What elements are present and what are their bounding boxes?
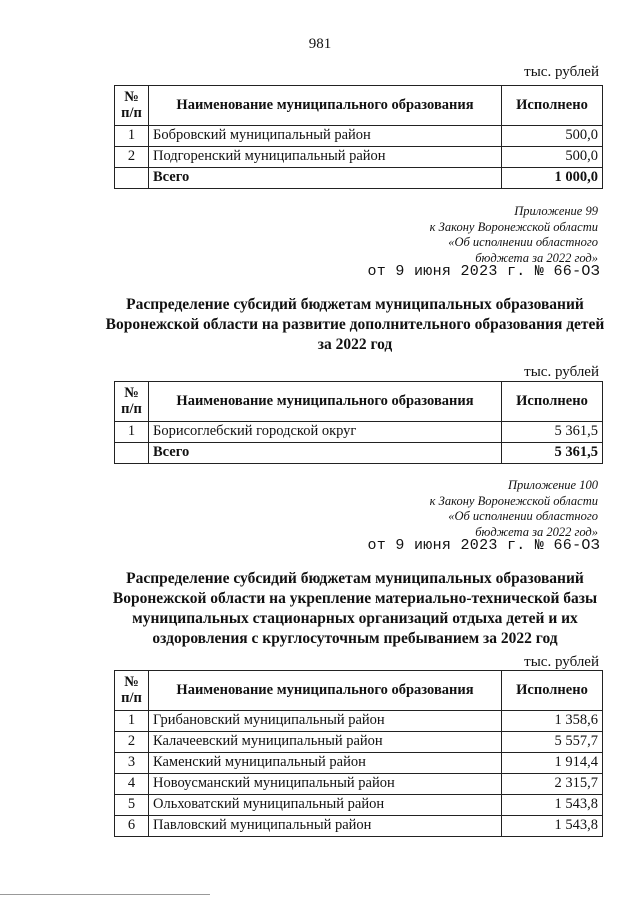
row-name: Новоусманский муниципальный район — [149, 774, 502, 795]
appendix-line: Приложение 100 — [508, 478, 598, 492]
total-value: 1 000,0 — [502, 168, 603, 189]
row-num: 6 — [115, 816, 149, 837]
total-value: 5 361,5 — [502, 443, 603, 464]
header-num: № п/п — [115, 86, 149, 126]
table-row — [115, 774, 603, 795]
appendix-100 — [338, 478, 598, 540]
header-value: Исполнено — [502, 86, 603, 126]
table-row — [115, 732, 603, 753]
table-row — [115, 753, 603, 774]
table-row — [115, 147, 603, 168]
row-num: 5 — [115, 795, 149, 816]
header-num: № п/п — [115, 671, 149, 711]
table-row — [115, 816, 603, 837]
heading-line: оздоровления с круглосуточным пребыванием за 2022 год — [152, 630, 558, 647]
table-2 — [114, 381, 603, 464]
table-1 — [114, 85, 603, 189]
row-name: Павловский муниципальный район — [149, 816, 502, 837]
row-value: 500,0 — [502, 147, 603, 168]
row-name: Подгоренский муниципальный район — [149, 147, 502, 168]
appendix-line: Приложение 99 — [514, 204, 598, 218]
table-row — [115, 422, 603, 443]
row-value: 2 315,7 — [502, 774, 603, 795]
total-row — [115, 168, 603, 189]
total-label: Всего — [149, 168, 502, 189]
row-name: Калачеевский муниципальный район — [149, 732, 502, 753]
scan-edge-divider — [0, 894, 210, 903]
law-stamp: от 9 июня 2023 г. № 66-ОЗ — [367, 263, 600, 280]
heading-line: Воронежской области на развитие дополнительного образования детей — [105, 316, 605, 333]
row-num: 3 — [115, 753, 149, 774]
row-value: 500,0 — [502, 126, 603, 147]
row-name: Каменский муниципальный район — [149, 753, 502, 774]
header-value: Исполнено — [502, 671, 603, 711]
law-stamp: от 9 июня 2023 г. № 66-ОЗ — [367, 537, 600, 554]
heading-line: за 2022 год — [317, 336, 393, 353]
row-value: 1 914,4 — [502, 753, 603, 774]
heading-line: муниципальных стационарных организаций отдыха детей и их — [132, 610, 578, 627]
appendix-line: бюджета за 2022 год» — [475, 250, 598, 265]
header-name: Наименование муниципального образования — [149, 86, 502, 126]
total-num — [115, 168, 149, 189]
appendix-line: бюджета за 2022 год» — [475, 524, 598, 539]
header-name: Наименование муниципального образования — [149, 671, 502, 711]
header-num: № п/п — [115, 382, 149, 422]
row-num: 1 — [115, 422, 149, 443]
units-label: тыс. рублей — [524, 64, 599, 80]
units-label: тыс. рублей — [524, 364, 599, 380]
units-label: тыс. рублей — [524, 654, 599, 670]
heading-line: Распределение субсидий бюджетам муниципальных образований — [126, 296, 584, 313]
header-name: Наименование муниципального образования — [149, 382, 502, 422]
appendix-line: «Об исполнении областного — [448, 509, 598, 523]
section-heading — [100, 295, 610, 355]
page-number: 981 — [308, 36, 332, 52]
table-row — [115, 126, 603, 147]
section-heading — [100, 569, 610, 649]
header-value: Исполнено — [502, 382, 603, 422]
row-num: 2 — [115, 147, 149, 168]
appendix-line: к Закону Воронежской области — [429, 493, 598, 508]
row-name: Грибановский муниципальный район — [149, 711, 502, 732]
row-num: 1 — [115, 126, 149, 147]
total-label: Всего — [149, 443, 502, 464]
row-value: 1 543,8 — [502, 795, 603, 816]
heading-line: Воронежской области на укрепление материально-технической базы — [112, 590, 598, 607]
table-row — [115, 711, 603, 732]
row-num: 1 — [115, 711, 149, 732]
total-num — [115, 443, 149, 464]
table-3 — [114, 670, 603, 837]
appendix-line: «Об исполнении областного — [448, 235, 598, 249]
table-row — [115, 795, 603, 816]
appendix-99 — [338, 204, 598, 266]
row-num: 4 — [115, 774, 149, 795]
row-value: 5 361,5 — [502, 422, 603, 443]
row-num: 2 — [115, 732, 149, 753]
row-value: 5 557,7 — [502, 732, 603, 753]
appendix-line: к Закону Воронежской области — [429, 219, 598, 234]
row-name: Борисоглебский городской округ — [149, 422, 502, 443]
total-row — [115, 443, 603, 464]
row-name: Ольховатский муниципальный район — [149, 795, 502, 816]
row-name: Бобровский муниципальный район — [149, 126, 502, 147]
row-value: 1 543,8 — [502, 816, 603, 837]
row-value: 1 358,6 — [502, 711, 603, 732]
heading-line: Распределение субсидий бюджетам муниципальных образований — [126, 570, 584, 587]
